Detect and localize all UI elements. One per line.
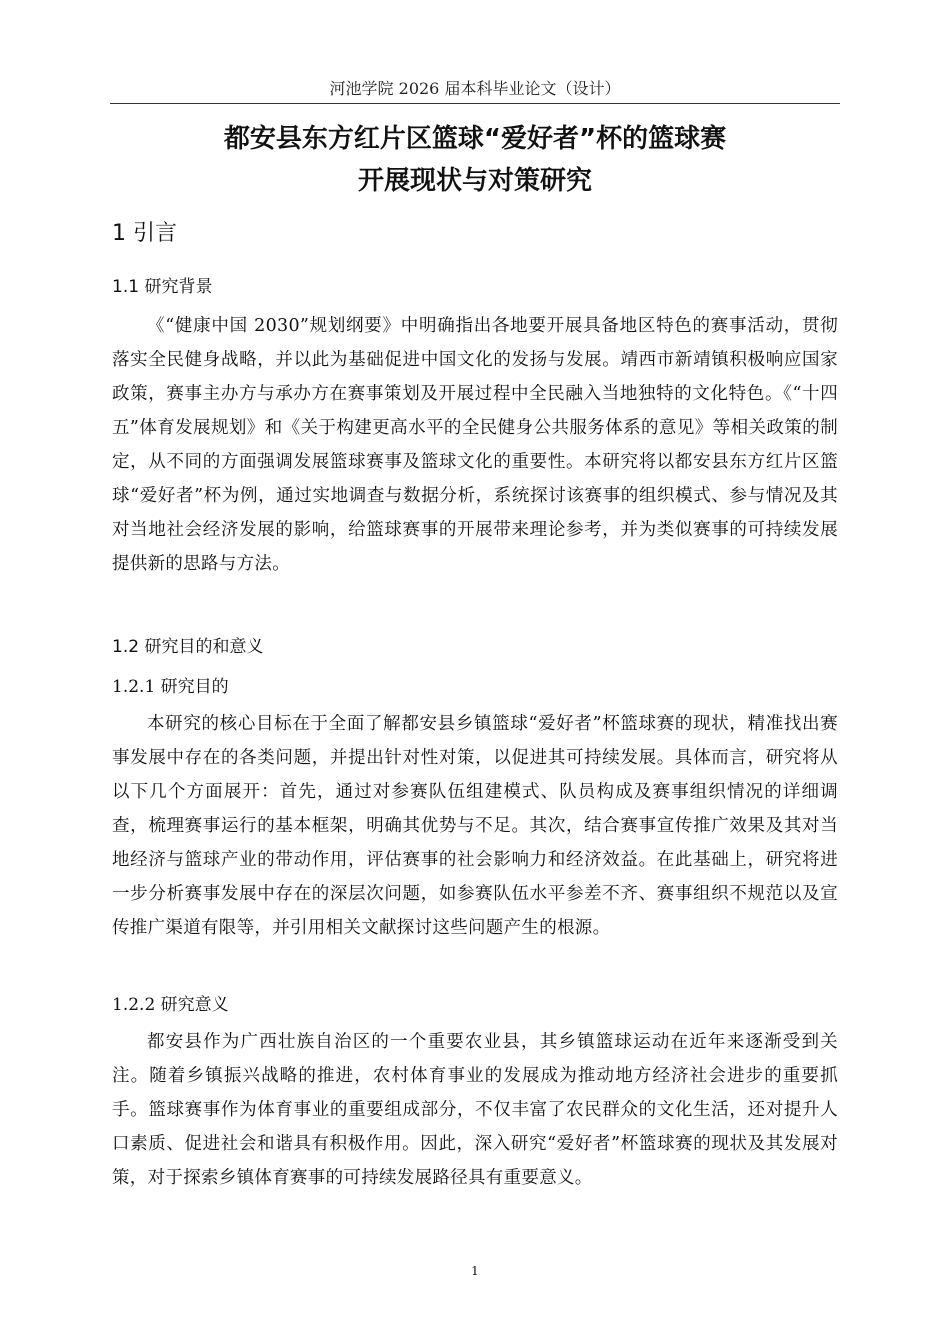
header-divider (110, 103, 840, 104)
section-heading-introduction: 1 引言 (112, 221, 177, 246)
document-title-line-2: 开展现状与对策研究 (357, 166, 592, 196)
paragraph-research-purpose: 本研究的核心目标在于全面了解都安县乡镇篮球“爱好者”杯篮球赛的现状，精准找出赛事发展中存在的各类问题，并提出针对性对策，以促进其可持续发展。具体而言，研究将从以下几个方面展开：首先，通过对参赛队伍组建模式、队员构成及赛事组织情况的详细调查，梳理赛事运行的基本框架，明确其优势与不足。其次，结合赛事宣传推广效果及其对当地经济与篮球产业的带动作用，评估赛事的社会影响力和经济效益。在此基础上，研究将进一步分析赛事发展中存在的深层次问题，如参赛队伍水平参差不齐、赛事组织不规范以及宣传推广渠道有限等，并引用相关文献探讨这些问题产生的根源。 (112, 714, 838, 938)
section-heading-purpose-significance: 1.2 研究目的和意义 (112, 637, 264, 657)
document-title-line-1: 都安县东方红片区篮球“爱好者”杯的篮球赛 (223, 124, 727, 154)
section-heading-research-purpose: 1.2.1 研究目的 (112, 677, 229, 697)
page-number: 1 (471, 1264, 479, 1278)
section-heading-research-significance: 1.2.2 研究意义 (112, 995, 229, 1015)
paragraph-research-background: 《“健康中国 2030”规划纲要》中明确指出各地要开展具备地区特色的赛事活动，贯彻落实全民健身战略，并以此为基础促进中国文化的发扬与发展。靖西市新靖镇积极响应国家政策，赛事主办方与承办方在赛事策划及开展过程中全民融入当地独特的文化特色。《“十四五”体育发展规划》和《关于构建更高水平的全民健身公共服务体系的意见》等相关政策的制定，从不同的方面强调发展篮球赛事及篮球文化的重要性。本研究将以都安县东方红片区篮球“爱好者”杯为例，通过实地调查与数据分析，系统探讨该赛事的组织模式、参与情况及其对当地社会经济发展的影响，给篮球赛事的开展带来理论参考，并为类似赛事的可持续发展提供新的思路与方法。 (112, 316, 838, 574)
section-heading-research-background: 1.1 研究背景 (112, 277, 213, 297)
running-header: 河池学院 2026 届本科毕业论文（设计） (329, 79, 621, 98)
paragraph-research-significance: 都安县作为广西壮族自治区的一个重要农业县，其乡镇篮球运动在近年来逐渐受到关注。随着乡镇振兴战略的推进，农村体育事业的发展成为推动地方经济社会进步的重要抓手。篮球赛事作为体育事业的重要组成部分，不仅丰富了农民群众的文化生活，还对提升人口素质、促进社会和谐具有积极作用。因此，深入研究“爱好者”杯篮球赛的现状及其发展对策，对于探索乡镇体育赛事的可持续发展路径具有重要意义。 (112, 1032, 838, 1188)
